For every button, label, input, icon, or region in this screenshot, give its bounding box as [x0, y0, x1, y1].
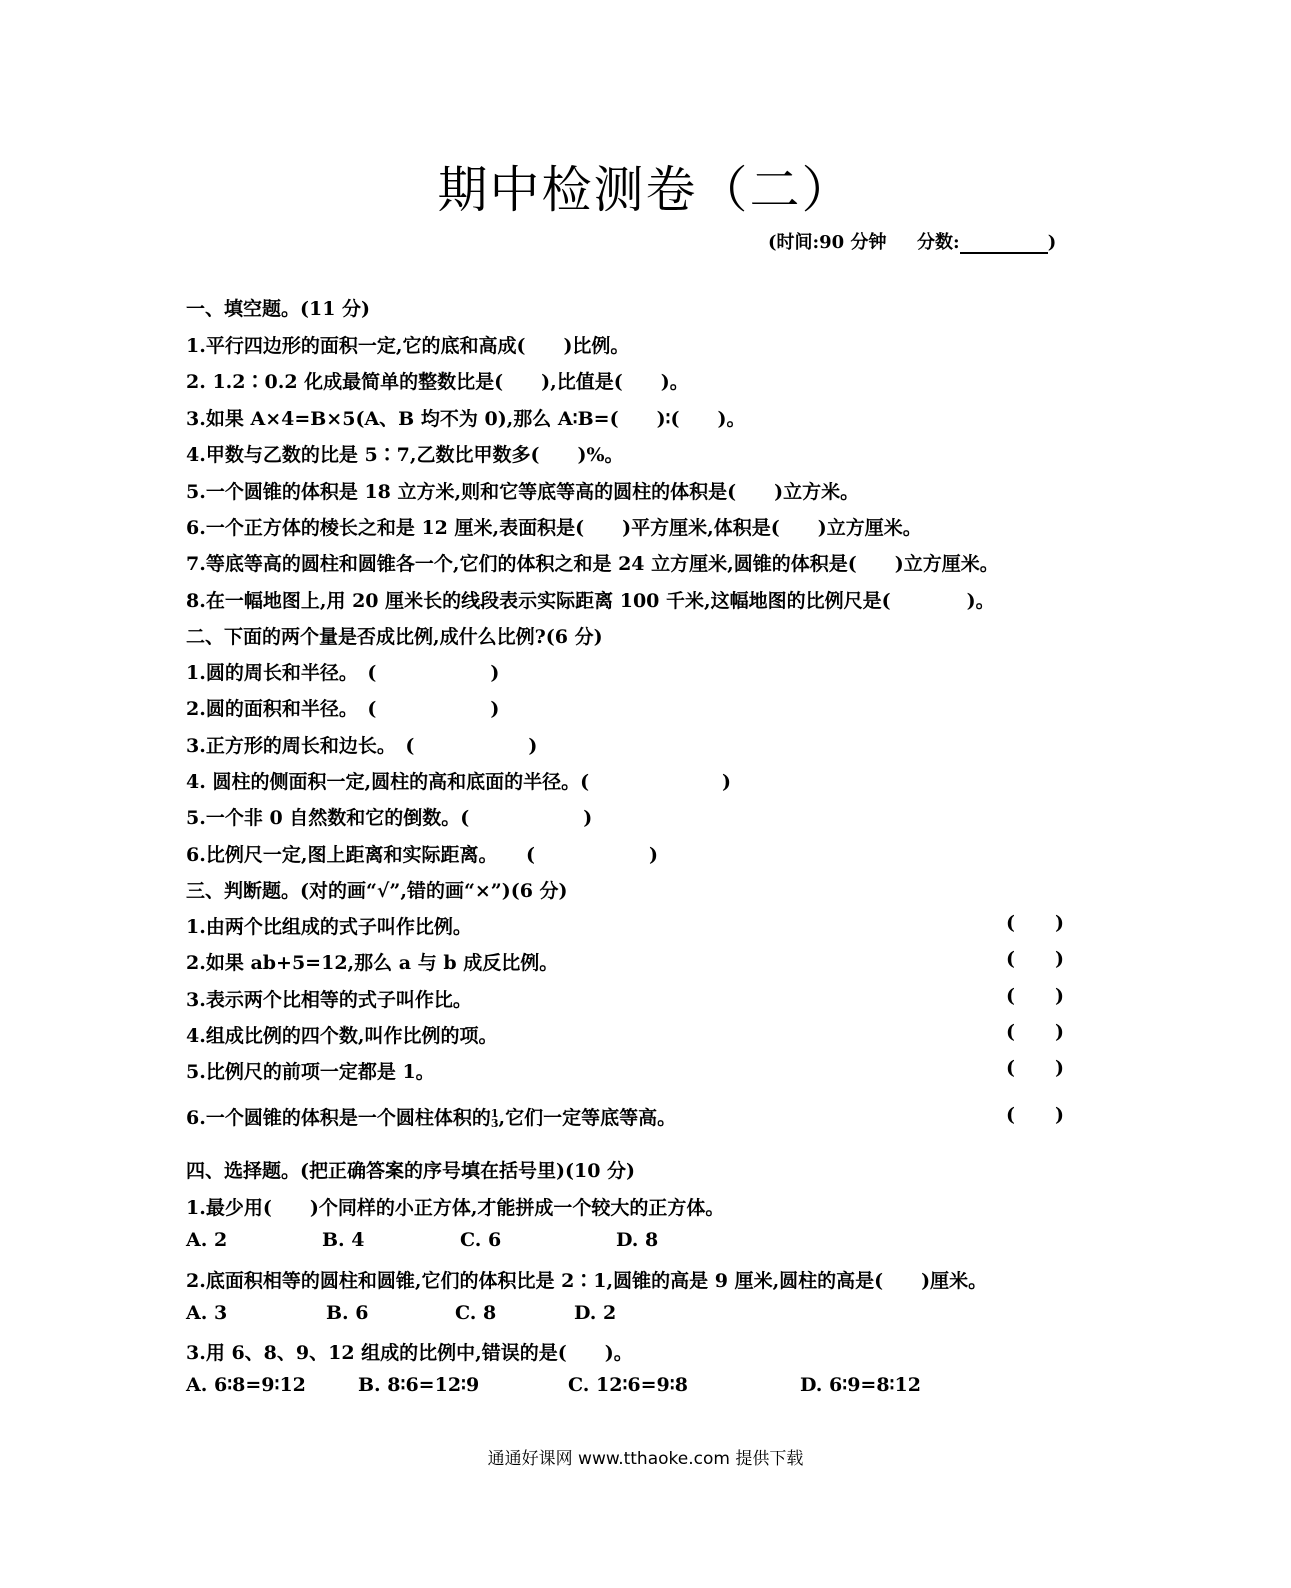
s1-question-8: 8.在一幅地图上,用 20 厘米长的线段表示实际距离 100 千米,这幅地图的比例尺是( )。 [186, 590, 995, 612]
paren-close: ) [1055, 1104, 1064, 1126]
s3-q6-prefix: 6.一个圆锥的体积是一个圆柱体积的 [186, 1107, 491, 1129]
s2-question-6: 6.比例尺一定,图上距离和实际距离。 ( ) [186, 844, 658, 866]
score-label: 分数: [917, 232, 960, 253]
s4-q3-option-a: A. 6∶8=9∶12 [186, 1374, 306, 1396]
fraction-denominator: 3 [490, 1117, 499, 1130]
paren-close: ) [1055, 985, 1064, 1007]
s3-question-3: 3.表示两个比相等的式子叫作比。 [186, 989, 472, 1011]
section-4-heading: 四、选择题。(把正确答案的序号填在括号里)(10 分) [186, 1160, 636, 1182]
paren-open: ( [1006, 1057, 1015, 1079]
s4-q3-option-b: B. 8∶6=12∶9 [358, 1374, 480, 1396]
paren-open: ( [1006, 912, 1015, 934]
s4-q1-option-a: A. 2 [186, 1229, 228, 1251]
s3-answer-paren-6 [1006, 1104, 1064, 1126]
s1-question-3: 3.如果 A×4=B×5(A、B 均不为 0),那么 A∶B=( )∶( )。 [186, 408, 746, 430]
fraction-numerator: 1 [490, 1107, 499, 1120]
s3-answer-paren-2 [1006, 948, 1064, 970]
s3-answer-paren-1 [1006, 912, 1064, 934]
s1-question-1: 1.平行四边形的面积一定,它的底和高成( )比例。 [186, 335, 630, 357]
s3-question-1: 1.由两个比组成的式子叫作比例。 [186, 916, 472, 938]
paren-close: ) [1055, 1057, 1064, 1079]
paren-open: ( [1006, 1104, 1015, 1126]
s3-q6-suffix: ,它们一定等底等高。 [498, 1107, 677, 1129]
s3-question-5: 5.比例尺的前项一定都是 1。 [186, 1061, 435, 1083]
exam-meta [768, 228, 1056, 254]
time-label: (时间:90 分钟 [768, 232, 887, 253]
fraction-one-third [491, 1109, 499, 1129]
meta-close: ) [1047, 232, 1057, 253]
s2-question-3: 3.正方形的周长和边长。 ( ) [186, 735, 538, 757]
s1-question-6: 6.一个正方体的棱长之和是 12 厘米,表面积是( )平方厘米,体积是( )立方厘米。 [186, 517, 922, 539]
page-title: 期中检测卷（二） [437, 161, 854, 219]
s4-q3-option-c: C. 12∶6=9∶8 [568, 1374, 688, 1396]
s3-answer-paren-3 [1006, 985, 1064, 1007]
s4-question-3: 3.用 6、8、9、12 组成的比例中,错误的是( )。 [186, 1342, 633, 1364]
s2-question-2: 2.圆的面积和半径。 ( ) [186, 698, 500, 720]
paren-close: ) [1055, 912, 1064, 934]
s2-question-5: 5.一个非 0 自然数和它的倒数。( ) [186, 807, 593, 829]
s3-question-4: 4.组成比例的四个数,叫作比例的项。 [186, 1025, 498, 1047]
s2-question-4: 4. 圆柱的侧面积一定,圆柱的高和底面的半径。( ) [186, 771, 732, 793]
section-2-heading: 二、下面的两个量是否成比例,成什么比例?(6 分) [186, 626, 603, 648]
section-3-heading: 三、判断题。(对的画“√”,错的画“×”)(6 分) [186, 880, 568, 902]
s1-question-2: 2. 1.2∶0.2 化成最简单的整数比是( ),比值是( )。 [186, 371, 689, 393]
s1-question-7: 7.等底等高的圆柱和圆锥各一个,它们的体积之和是 24 立方厘米,圆锥的体积是( )立方厘米。 [186, 553, 999, 575]
s4-q1-option-d: D. 8 [616, 1229, 659, 1251]
s3-question-2: 2.如果 ab+5=12,那么 a 与 b 成反比例。 [186, 952, 559, 974]
s4-question-2: 2.底面积相等的圆柱和圆锥,它们的体积比是 2∶1,圆锥的高是 9 厘米,圆柱的高是( )厘米。 [186, 1270, 988, 1292]
s1-question-5: 5.一个圆锥的体积是 18 立方米,则和它等底等高的圆柱的体积是( )立方米。 [186, 481, 860, 503]
paren-open: ( [1006, 985, 1015, 1007]
s4-q2-option-c: C. 8 [455, 1302, 497, 1324]
footer-source: 通通好课网 www.tthaoke.com 提供下载 [487, 1449, 804, 1469]
s3-answer-paren-5 [1006, 1057, 1064, 1079]
score-blank [960, 234, 1048, 254]
s2-question-1: 1.圆的周长和半径。 ( ) [186, 662, 500, 684]
section-1-heading: 一、填空题。(11 分) [186, 298, 371, 320]
s4-q2-option-d: D. 2 [574, 1302, 617, 1324]
s4-q1-option-c: C. 6 [460, 1229, 502, 1251]
s4-q1-option-b: B. 4 [322, 1229, 365, 1251]
s4-q3-option-d: D. 6∶9=8∶12 [800, 1374, 921, 1396]
paren-open: ( [1006, 948, 1015, 970]
s4-question-1: 1.最少用( )个同样的小正方体,才能拼成一个较大的正方体。 [186, 1197, 725, 1219]
s4-q2-option-b: B. 6 [326, 1302, 369, 1324]
paren-close: ) [1055, 1021, 1064, 1043]
s1-question-4: 4.甲数与乙数的比是 5∶7,乙数比甲数多( )%。 [186, 444, 624, 466]
paren-open: ( [1006, 1021, 1015, 1043]
s3-answer-paren-4 [1006, 1021, 1064, 1043]
s3-question-6 [186, 1103, 676, 1130]
s4-q2-option-a: A. 3 [186, 1302, 228, 1324]
paren-close: ) [1055, 948, 1064, 970]
